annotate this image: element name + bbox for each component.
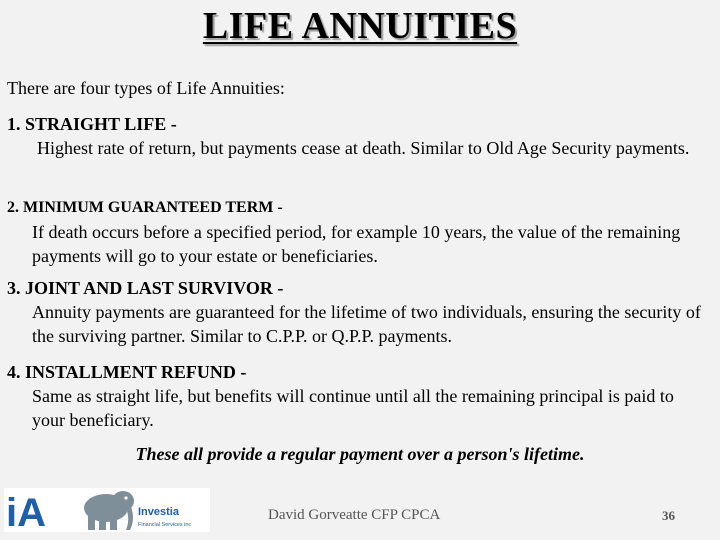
company-logo [4, 488, 210, 532]
footer-author: David Gorveatte CFP CPCA [268, 507, 441, 523]
logo-mark: iA [6, 491, 46, 532]
annuity-type-item [7, 360, 707, 432]
item-description: Same as straight life, but benefits will continue until all the remaining principal is paid to your beneficiary. [32, 386, 674, 430]
page-number: 36 [662, 508, 675, 523]
item-heading: 2. MINIMUM GUARANTEED TERM - [7, 199, 283, 216]
item-heading: 4. INSTALLMENT REFUND - [7, 362, 247, 382]
annuity-type-item [7, 112, 707, 160]
item-heading: 1. STRAIGHT LIFE - [7, 114, 177, 134]
summary-text: These all provide a regular payment over a person's lifetime. [135, 444, 585, 464]
annuity-type-item [7, 276, 707, 348]
logo-name: Investia [138, 506, 179, 518]
annuity-type-item [7, 194, 707, 268]
intro-text: There are four types of Life Annuities: [7, 78, 285, 98]
slide-title: LIFE ANNUITIES [202, 5, 518, 47]
item-description: Annuity payments are guaranteed for the lifetime of two individuals, ensuring the security of the surviving partner. Similar to C.P.P. or Q.P.P. payments. [32, 302, 701, 346]
item-description: If death occurs before a specified period, for example 10 years, the value of the remaining payments will go to your estate or beneficiaries. [32, 222, 681, 266]
item-description: Highest rate of return, but payments cease at death. Similar to Old Age Security payments. [37, 138, 690, 158]
logo-subtitle: Financial Services inc [138, 522, 192, 528]
item-heading: 3. JOINT AND LAST SURVIVOR - [7, 278, 284, 298]
